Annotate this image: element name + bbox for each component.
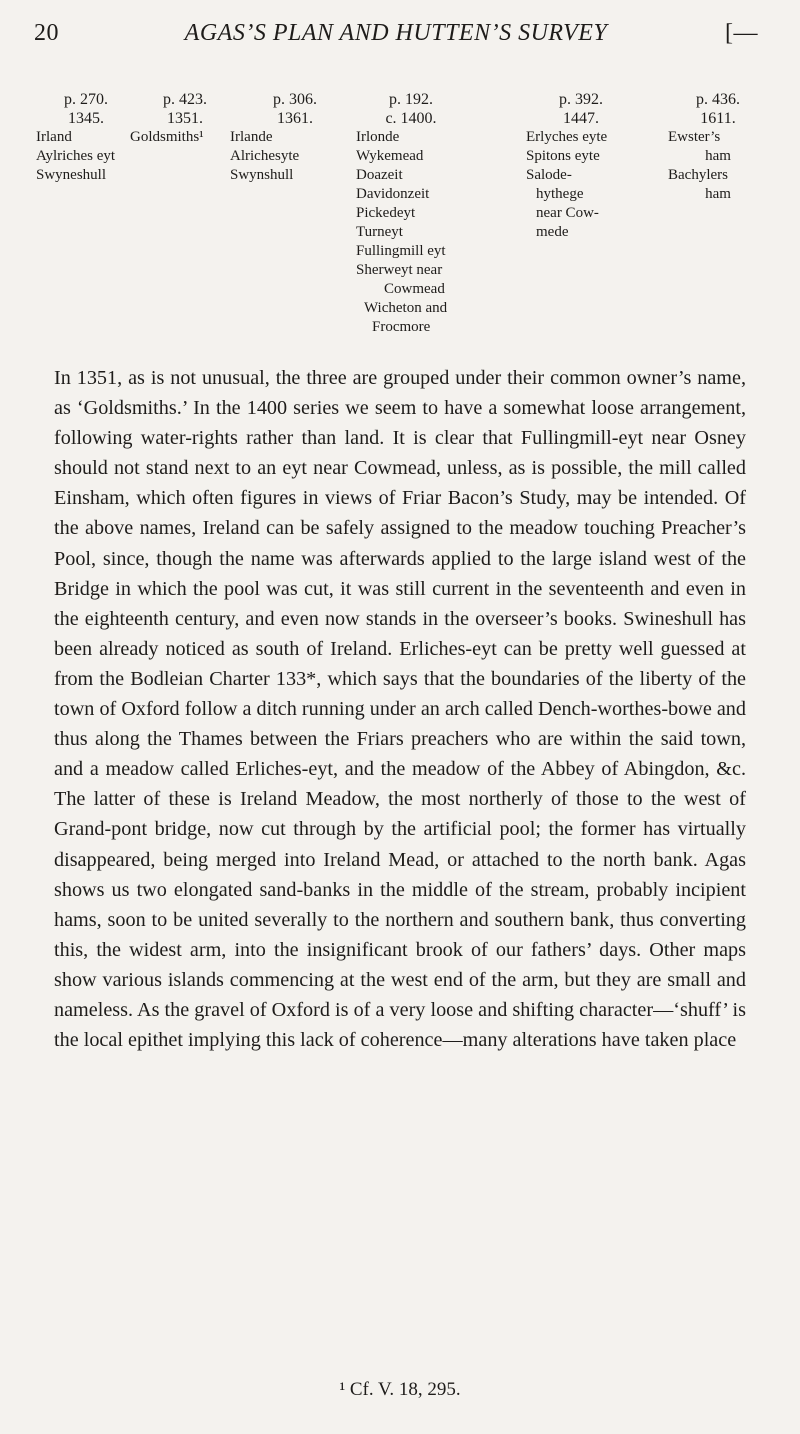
table-entry: Irlonde [356,129,400,145]
table-entry: mede [536,224,569,240]
table-entry: ham [705,148,731,164]
table-entry: Frocmore [372,319,431,335]
column-year: c. 1400. [385,110,437,127]
footnote: ¹ Cf. V. 18, 295. [339,1379,461,1400]
body-text [54,363,746,1055]
table-entry: near Cow- [536,205,599,221]
table-entry: Pickedeyt [356,205,416,221]
table-entry: Wicheton and [364,300,448,316]
table-entry: Bachylers [668,167,728,183]
table-entry: Cowmead [384,281,445,297]
table-entry: Swyneshull [36,167,107,183]
column-ref: p. 192. [389,91,433,108]
names-table [0,90,800,350]
table-entry: Goldsmiths¹ [130,129,204,145]
table-entry: Aylriches eyt [36,148,116,164]
table-entry: hythege [536,186,584,202]
table-entry: Doazeit [356,167,403,183]
table-entry: Salode- [526,167,572,183]
table-column [668,90,798,204]
column-ref: p. 306. [273,91,317,108]
table-entry: Turneyt [356,224,403,240]
table-entry: Erlyches eyte [526,129,608,145]
table-entry: ham [705,186,731,202]
column-year: 1361. [277,110,313,127]
table-entry: Davidonzeit [356,186,430,202]
page-number: 20 [34,20,59,46]
running-header [34,12,758,52]
table-column [36,90,136,185]
column-ref: p. 436. [696,91,740,108]
table-column [230,90,360,185]
table-entry: Fullingmill eyt [356,243,446,259]
column-year: 1351. [167,110,203,127]
column-ref: p. 423. [163,91,207,108]
table-entry: Spitons eyte [526,148,600,164]
running-title: AGAS’S PLAN AND HUTTEN’S SURVEY [184,20,608,46]
table-entry: Wykemead [356,148,424,164]
table-column [130,90,240,147]
table-entry: Ewster’s [668,129,721,145]
column-ref: p. 392. [559,91,603,108]
column-year: 1345. [68,110,104,127]
column-year: 1611. [700,110,736,127]
column-ref: p. 270. [64,91,108,108]
table-entry: Sherweyt near [356,262,443,278]
body-paragraph: In 1351, as is not unusual, the three are grouped under their common owner’s name, as ‘Goldsmiths.’ In the 1400 series we seem to have a somewhat loose arrangement, following water-rights rather than land. It is clear that Fullingmill-eyt near Osney should not stand next to an eyt near Cowmead, unless, as is possible, the mill called Einsham, which often figures in views of Friar Bacon’s Study, may be intended. Of the above names, Ireland can be safely assigned to the meadow touching Preacher’s Pool, since, though the name was afterwards applied to the large island west of the Bridge in which the pool was cut, it was still current in the seventeenth and even in the eighteenth century, and even now stands in the overseer’s books. Swineshull has been already noticed as south of Ireland. Erliches-eyt can be pretty well guessed at from the Bodleian Charter 133*, which says that the boundaries of the liberty of the town of Oxford follow a ditch running under an arch called Dench-worthes-bowe and thus along the Thames between the Friars preachers who are within the said town, and a meadow called Erliches-eyt, and the meadow of the Abbey of Abingdon, &c. The latter of these is Ireland Meadow, the most northerly of those to the west of Grand-pont bridge, now cut through by the artificial pool; the former has virtually disappeared, being merged into Ireland Mead, or attached to the north bank. Agas shows us two elongated sand-banks in the middle of the stream, probably incipient hams, soon to be united severally to the northern and southern bank, thus converting this, the widest arm, into the insignificant brook of our fathers’ days. Other maps show various islands commencing at the west end of the arm, but they are small and nameless. As the gravel of Oxford is of a very loose and shifting character—‘shuff’ is the local epithet implying this lack of coherence—many alterations have taken place [54,367,746,1052]
table-column [526,90,676,242]
table-entry: Swynshull [230,167,294,183]
table-entry: Alrichesyte [230,148,300,164]
table-entry: Irlande [230,129,273,145]
column-year: 1447. [563,110,599,127]
header-bracket: [— [725,20,758,46]
table-entry: Irland [36,129,72,145]
